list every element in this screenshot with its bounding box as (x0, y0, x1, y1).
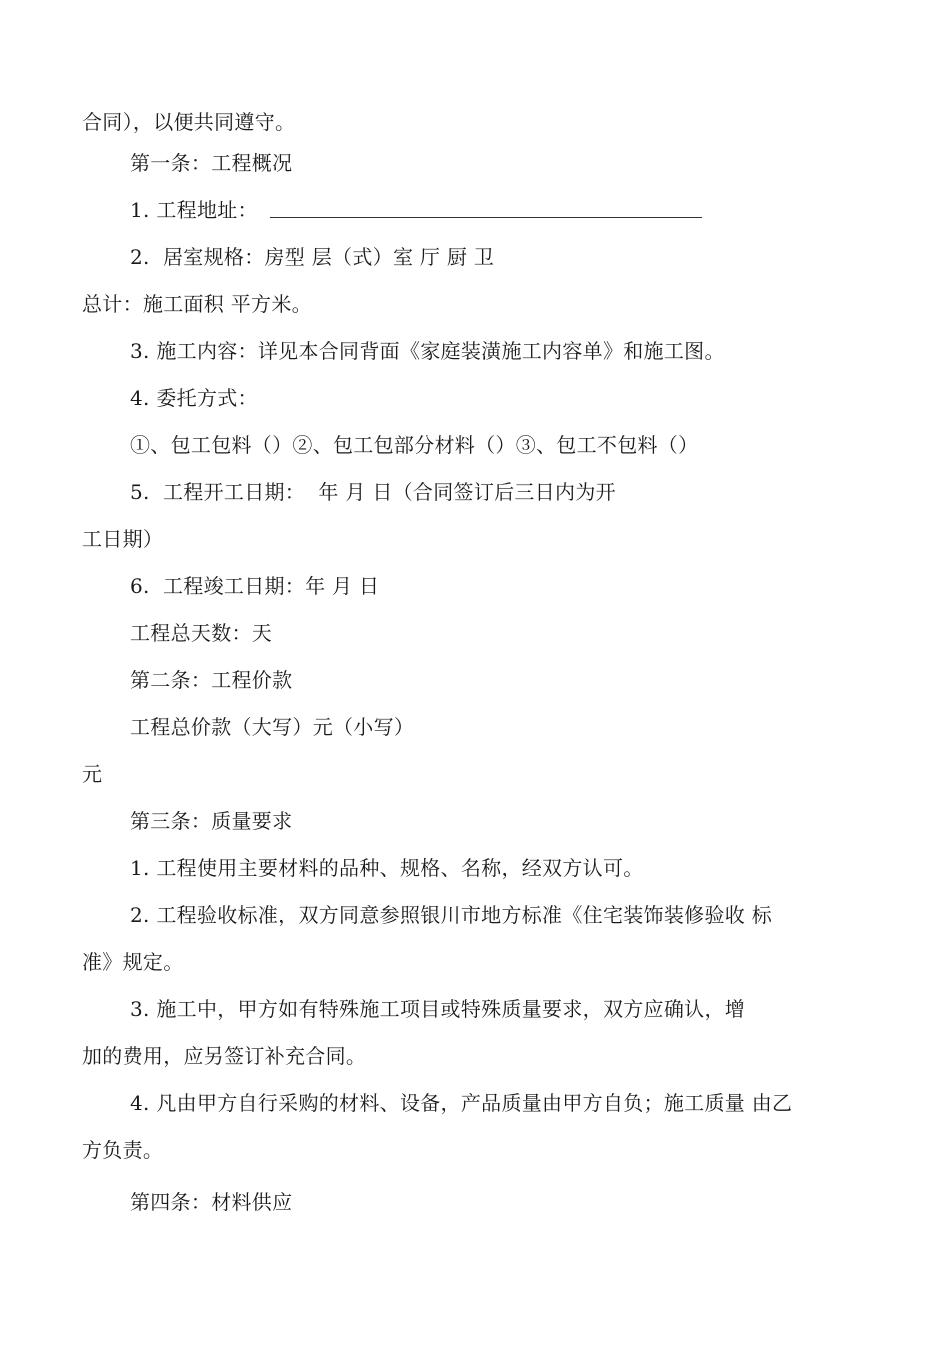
quality-item-1: 1. 工程使用主要材料的品种、规格、名称，经双方认可。 (130, 856, 644, 880)
start-date-continuation: 工日期） (82, 527, 164, 551)
completion-date-line: 6. 工程竣工日期：年 月 日 (130, 574, 380, 598)
quality-item-2: 2. 工程验收标准，双方同意参照银川市地方标准《住宅装饰装修验收 标 (130, 903, 772, 927)
commission-method-label: 4. 委托方式： (130, 386, 258, 410)
commission-options-line: ①、包工包料（）②、包工包部分材料（）③、包工不包料（） (130, 433, 699, 457)
total-area-line: 总计：施工面积 平方米。 (82, 292, 312, 316)
quality-item-3: 3. 施工中，甲方如有特殊施工项目或特殊质量要求，双方应确认，增 (130, 997, 746, 1021)
start-date-line: 5. 工程开工日期： 年 月 日（合同签订后三日内为开 (130, 480, 616, 504)
contract-intro-continuation: 合同），以便共同遵守。 (82, 110, 296, 134)
quality-item-4: 4. 凡由甲方自行采购的材料、设备，产品质量由甲方自负；施工质量 由乙 (130, 1091, 793, 1115)
article-4-heading: 第四条：材料供应 (130, 1190, 293, 1214)
room-spec-line: 2. 居室规格：房型 层（式）室 厅 厨 卫 (130, 245, 495, 269)
quality-item-2-continuation: 准》规定。 (82, 950, 184, 974)
total-price-line: 工程总价款（大写）元（小写） (130, 715, 415, 739)
article-2-heading: 第二条：工程价款 (130, 668, 293, 692)
construction-content-line: 3. 施工内容：详见本合同背面《家庭装潢施工内容单》和施工图。 (130, 339, 725, 363)
project-address-label: 1. 工程地址： (130, 198, 258, 222)
total-price-continuation: 元 (82, 762, 103, 786)
project-address-blank-underline (270, 217, 702, 218)
article-1-heading: 第一条：工程概况 (130, 151, 293, 175)
total-days-line: 工程总天数：天 (130, 621, 273, 645)
quality-item-4-continuation: 方负责。 (82, 1138, 164, 1162)
article-3-heading: 第三条：质量要求 (130, 809, 293, 833)
quality-item-3-continuation: 加的费用，应另签订补充合同。 (82, 1044, 367, 1068)
